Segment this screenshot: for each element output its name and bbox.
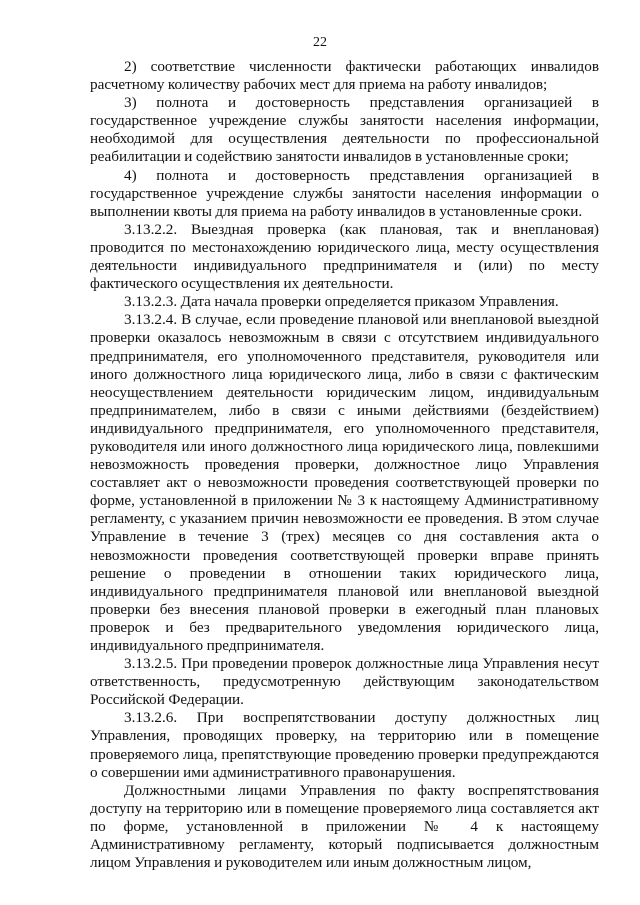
- paragraph-obstruction-act: Должностными лицами Управления по факту воспрепятствования доступу на территорию или в помещение проверяемого лица составляется акт по форме, установленной в приложении № 4 к настоящему Административному регламенту, который подписывается должностным лицом Управления и руководителем или иным должностным лицом,: [90, 781, 599, 872]
- paragraph-3-13-2-5: 3.13.2.5. При проведении проверок должностные лица Управления несут ответственность, предусмотренную действующим законодательством Российской Федерации.: [90, 655, 599, 709]
- paragraph-3-13-2-2: 3.13.2.2. Выездная проверка (как плановая, так и внеплановая) проводится по местонахождению юридического лица, месту осуществления деятельности индивидуального предпринимателя и (или) по месту фактического осуществления их деятельности.: [90, 220, 599, 293]
- paragraph-3-13-2-4: 3.13.2.4. В случае, если проведение плановой или внеплановой выездной проверки оказалось невозможным в связи с отсутствием индивидуального предпринимателя, его уполномоченного представителя, руководителя или иного должностного лица юридического лица, либо в связи с фактическим неосуществлением деятельности юридическим лицом, индивидуальным предпринимателем, либо в связи с иными действиями (бездействием) индивидуального предпринимателя, его уполномоченного представителя, руководителя или иного должностного лица юридического лица, повлекшими невозможность проведения проверки, должностное лицо Управления составляет акт о невозможности проведения соответствующей проверки по форме, установленной в приложении № 3 к настоящему Административному регламенту, с указанием причин невозможности ее проведения. В этом случае Управление в течение 3 (трех) месяцев со дня составления акта о невозможности проведения соответствующей проверки вправе принять решение о проведении в отношении таких юридического лица, индивидуального предпринимателя плановой или внеплановой выездной проверки без внесения плановой проверки в ежегодный план плановых проверок и без предварительного уведомления юридического лица, индивидуального предпринимателя.: [90, 311, 599, 654]
- paragraph-3-13-2-6: 3.13.2.6. При воспрепятствовании доступу должностных лиц Управления, проводящих проверку, на территорию или в помещение проверяемого лица, препятствующие проведению проверки предупреждаются о совершении ими административного правонарушения.: [90, 709, 599, 781]
- paragraph-item-4: 4) полнота и достоверность представления организацией в государственное учреждение службы занятости населения информации о выполнении квоты для приема на работу инвалидов в установленные сроки.: [90, 166, 599, 220]
- document-body: [90, 58, 599, 872]
- paragraph-3-13-2-3: 3.13.2.3. Дата начала проверки определяется приказом Управления.: [124, 293, 559, 311]
- page-number: 22: [313, 35, 327, 50]
- paragraph-item-3: 3) полнота и достоверность представления организацией в государственное учреждение службы занятости населения информации, необходимой для осуществления деятельности по профессиональной реабилитации и содействию занятости инвалидов в установленные сроки;: [90, 94, 599, 166]
- paragraph-item-2: 2) соответствие численности фактически работающих инвалидов расчетному количеству рабочих мест для приема на работу инвалидов;: [90, 58, 599, 94]
